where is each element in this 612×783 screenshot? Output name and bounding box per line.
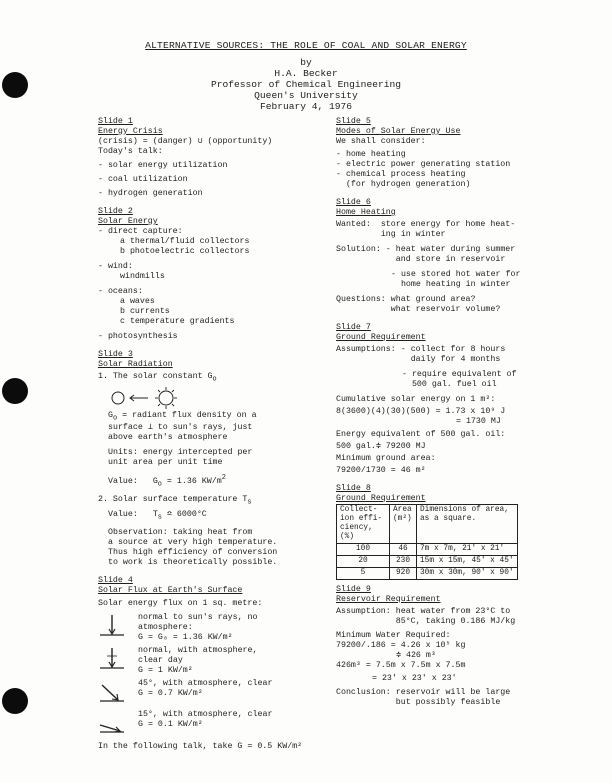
list-item: - wind: xyxy=(98,262,133,271)
punch-hole xyxy=(2,688,28,714)
table-row: 5 920 30m x 30m, 90' x 90' xyxy=(337,568,518,580)
crisis-definition: (crisis) = (danger) ∪ (opportunity) xyxy=(98,137,273,146)
slide-heading: Modes of Solar Energy Use xyxy=(336,127,461,136)
list-item: windmills xyxy=(120,272,165,281)
list-item: (for hydrogen generation) xyxy=(336,180,471,189)
slide-1 xyxy=(98,117,318,199)
slide-label: Slide 5 xyxy=(336,117,371,126)
slide-4 xyxy=(98,576,318,752)
slide-label: Slide 6 xyxy=(336,198,371,207)
surface-temperature-point: 2. Solar surface temperature $T_s$ xyxy=(98,494,252,507)
sun-arrow-icon xyxy=(108,385,198,411)
flux-intro: Solar energy flux on 1 sq. metre: xyxy=(98,599,263,609)
slide-8 xyxy=(336,484,541,580)
flux-case: 15°, with atmosphere, clear G = 0.1 KW/m² xyxy=(98,710,318,738)
document-header xyxy=(100,40,512,112)
flux-conclusion: In the following talk, take G = 0.5 KW/m² xyxy=(98,742,303,752)
slide-heading: Home Heating xyxy=(336,208,396,217)
slide-heading: Ground Requirement xyxy=(336,333,426,342)
slide-heading: Solar Flux at Earth's Surface xyxy=(98,586,243,596)
solar-constant-point: 1. The solar constant $G_o$ xyxy=(98,372,217,384)
list-item: - chemical process heating xyxy=(336,170,466,179)
solar-constant-definition: $G_o$ = radiant flux density on a surface ⊥ to sun's rays, just above earth's atmosphere Units: energy intercepted per unit area per unit time Value: $G_o = 1.36$ $KW/m^2$ xyxy=(108,410,257,489)
document-title: ALTERNATIVE SOURCES: THE ROLE OF COAL AND SOLAR ENERGY xyxy=(145,40,467,51)
punch-hole xyxy=(2,72,28,98)
left-column xyxy=(98,117,318,752)
slide-label: Slide 9 xyxy=(336,585,371,594)
slide-label: Slide 1 xyxy=(98,117,133,126)
list-item: - hydrogen generation xyxy=(98,189,203,198)
list-item: - electric power generating station xyxy=(336,160,511,169)
talk-intro: Today's talk: xyxy=(98,147,163,156)
author: H.A. Becker xyxy=(274,68,338,79)
list-item: b photoelectric collectors xyxy=(120,247,250,256)
slide-heading: Reservoir Requirement xyxy=(336,595,441,604)
slide-heading: Solar Energy xyxy=(98,217,158,226)
slide-label: Slide 2 xyxy=(98,207,133,216)
slide-label: Slide 8 xyxy=(336,484,371,493)
flux-case: normal, with atmosphere, clear day G = 1 KW/m² xyxy=(98,646,318,676)
arrow-15-icon xyxy=(98,710,126,738)
punch-hole xyxy=(2,378,28,404)
affiliation: Professor of Chemical Engineering xyxy=(211,79,401,90)
ground-area-table xyxy=(336,504,518,580)
table-header-row: Collect- ion effi- ciency, (%) Area (m²) Dimensions of area, as a square. xyxy=(337,505,518,544)
list-item: - photosynthesis xyxy=(98,332,178,341)
slide-6: Slide 6 Home Heating Wanted: store energy for home heat- ing in winter Solution: - heat water during summer and store in reservoir - use stored hot water for home heating in winter Questions: what ground area? what reservoir volume? xyxy=(336,198,541,315)
right-column xyxy=(336,117,541,708)
list-item: - oceans: xyxy=(98,287,143,296)
list-item: a waves xyxy=(120,297,155,306)
slide-heading: Solar Radiation xyxy=(98,360,173,369)
slide-label: Slide 3 xyxy=(98,350,133,359)
list-item: c temperature gradients xyxy=(120,317,235,326)
slide-2 xyxy=(98,207,318,342)
list-item: - solar energy utilization xyxy=(98,161,228,170)
flux-case: normal to sun's rays, no atmosphere: G = G₀ = 1.36 KW/m² xyxy=(98,613,318,643)
slide-heading: Ground Requirement xyxy=(336,494,426,503)
table-row: 100 46 7m x 7m, 21' x 21' xyxy=(337,544,518,556)
slide-5: Slide 5 Modes of Solar Energy Use We shall consider: - home heating - electric power generating station - chemical process heating (for hydrogen generation) xyxy=(336,117,541,190)
list-item: - direct capture: xyxy=(98,227,183,236)
university: Queen's University xyxy=(254,90,358,101)
table-row: 20 230 15m x 15m, 45' x 45' xyxy=(337,556,518,568)
slide-label: Slide 4 xyxy=(98,576,133,586)
list-item: - home heating xyxy=(336,150,406,159)
slide-label: Slide 7 xyxy=(336,323,371,332)
list-item: - coal utilization xyxy=(98,175,188,184)
slide-7: Slide 7 Ground Requirement Assumptions: - collect for 8 hours daily for 4 months - require equivalent of 500 gal. fuel oil Cumulative solar energy on 1 m²: 8(3600)(4)(30)(500) = 1.73 x 10⁹ J = 1730 MJ Energy equivalent of 500 gal. oil: 500 gal.≑ 79200 MJ Minimum ground area: 79200/1730 = 46 m² xyxy=(336,323,541,476)
list-item: a thermal/fluid collectors xyxy=(120,237,250,246)
arrow-normal-icon xyxy=(98,613,126,641)
arrow-45-icon xyxy=(98,679,126,707)
flux-case: 45°, with atmosphere, clear G = 0.7 KW/m² xyxy=(98,679,318,707)
byline: by xyxy=(300,57,312,68)
date: February 4, 1976 xyxy=(259,101,353,112)
sun-diagram xyxy=(98,385,318,411)
slide-9: Slide 9 Reservoir Requirement Assumption: heat water from 23°C to 85°C, taking 0.186 MJ/kg Minimum Water Required: 79200/.186 = 4.26 x 10⁵ kg ≑ 426 m³ 426m³ = 7.5m x 7.5m x 7.5m = 23' x 23' x 23' Conclusion: reservoir will be large but possibly feasible xyxy=(336,585,541,708)
slide-3: Slide 3 Solar Radiation 1. The solar constant $G_o$ $G_o$ = radiant flux density on a surface ⊥ to sun's rays, just above earth's atmosphere Units: energy intercepted per unit area per unit time Value: $G_o = 1.36$ $KW/m^2$ 2. Solar surface temperature $T_s$ Value: $T_s$ ≏ 6000°C Observation: taking heat from a source at very high temperature. Thus high efficiency of conversion to work is theoretically possible. xyxy=(98,350,318,568)
slide-heading: Energy Crisis xyxy=(98,127,163,136)
arrow-normal-atmosphere-icon xyxy=(98,646,126,674)
list-item: b currents xyxy=(120,307,170,316)
